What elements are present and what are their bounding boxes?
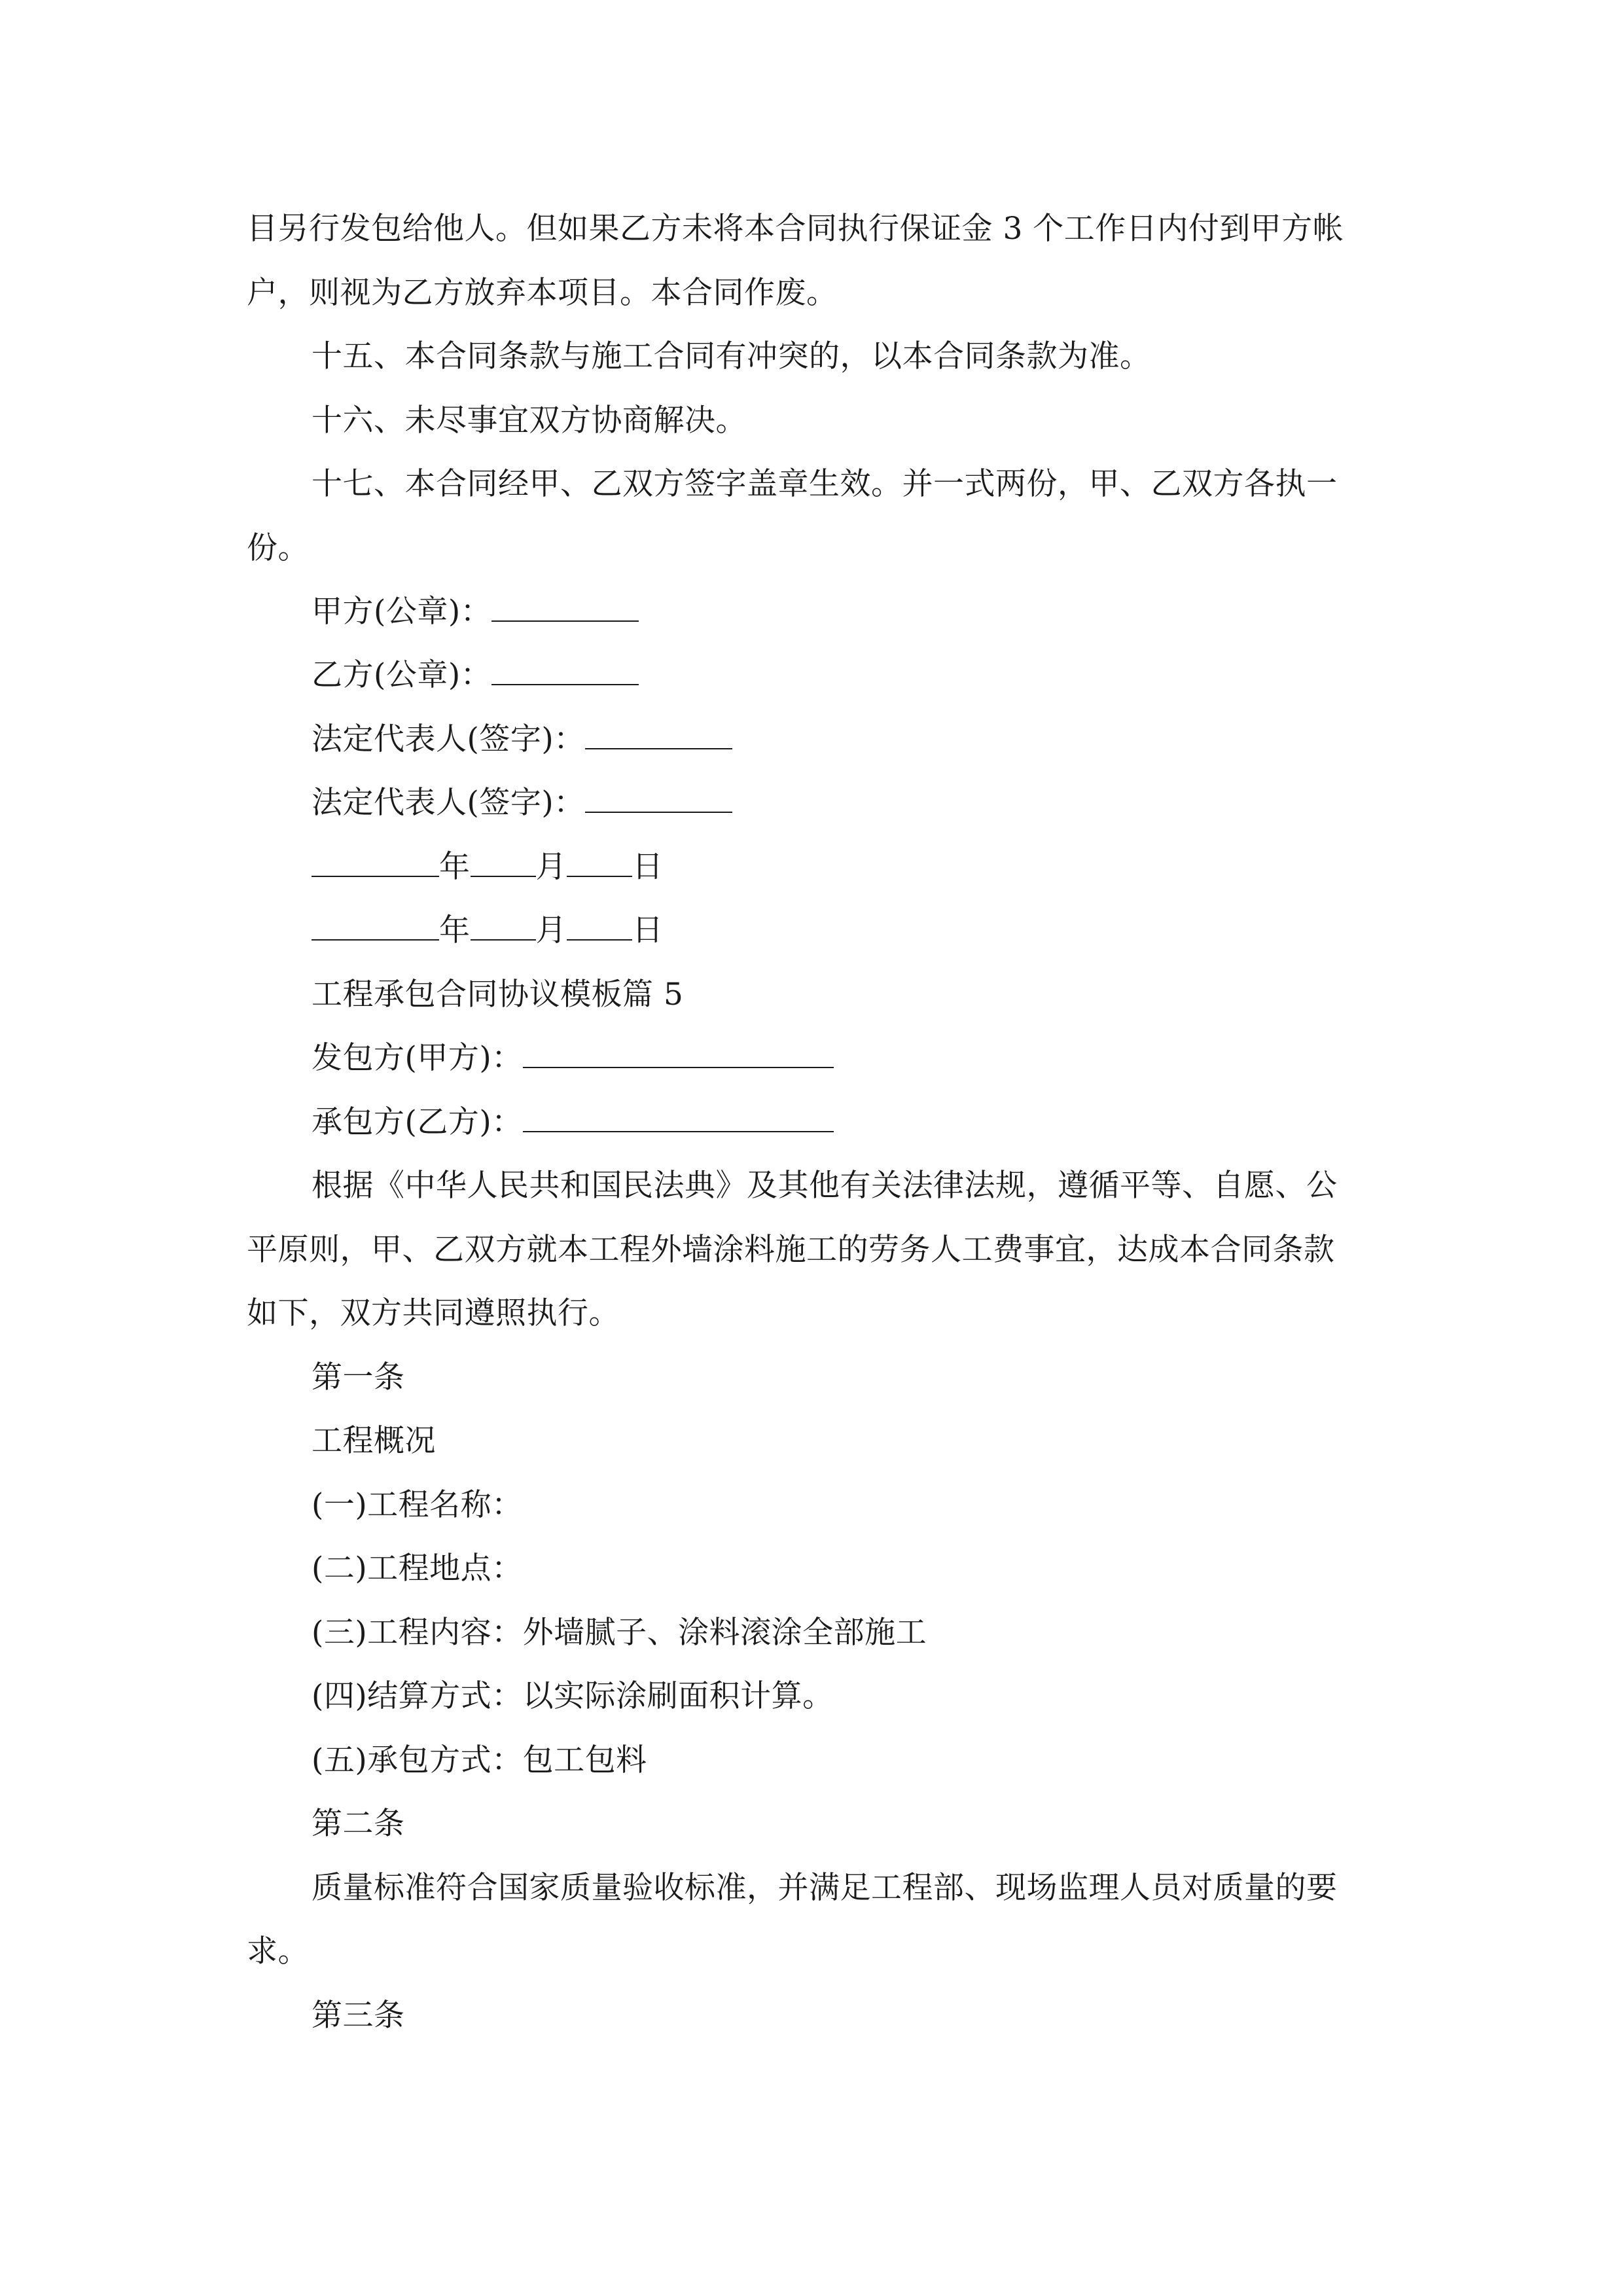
signature-legal-rep-2-blank	[585, 785, 732, 813]
date-month-label: 月	[535, 912, 567, 948]
employer-label: 发包方(甲方)：	[312, 1040, 523, 1076]
signature-party-a	[312, 592, 639, 632]
contractor-label: 承包方(乙方)：	[312, 1104, 523, 1140]
article-1-item-2: (二)工程地点：	[312, 1551, 523, 1587]
paragraph-14-line-2: 户，则视为乙方放弃本项目。本合同作废。	[247, 275, 838, 311]
clause-15: 十五、本合同条款与施工合同有冲突的，以本合同条款为准。	[312, 338, 1151, 374]
signature-legal-rep-1	[312, 720, 732, 759]
date-day-label: 日	[632, 912, 664, 948]
signature-party-a-label: 甲方(公章)：	[312, 594, 492, 630]
date-line-2	[312, 911, 664, 950]
date-day-label: 日	[632, 849, 664, 885]
contractor-blank	[523, 1105, 834, 1132]
section-title: 工程承包合同协议模板篇 5	[312, 977, 684, 1013]
signature-party-b-label: 乙方(公章)：	[312, 657, 492, 693]
paragraph-14-line-1: 目另行发包给他人。但如果乙方未将本合同执行保证金 3 个工作日内付到甲方帐	[247, 211, 1344, 247]
signature-legal-rep-2-label: 法定代表人(签字)：	[312, 785, 585, 821]
date-year-label: 年	[439, 912, 471, 948]
intro-line-3: 如下，双方共同遵照执行。	[247, 1295, 620, 1331]
clause-16: 十六、未尽事宜双方协商解决。	[312, 403, 747, 439]
clause-17-line-1: 十七、本合同经甲、乙双方签字盖章生效。并一式两份，甲、乙双方各执一	[312, 466, 1338, 502]
article-1-item-3: (三)工程内容：外墙腻子、涂料滚涂全部施工	[312, 1615, 927, 1651]
date-month-blank	[471, 913, 536, 941]
contractor-line	[312, 1103, 834, 1142]
date-month-blank	[471, 850, 536, 877]
date-year-blank	[312, 850, 439, 877]
article-2-title: 第二条	[312, 1806, 405, 1842]
signature-legal-rep-2	[312, 783, 732, 823]
employer-blank	[523, 1041, 834, 1068]
article-3-title: 第三条	[312, 1998, 405, 2034]
signature-legal-rep-1-blank	[585, 722, 732, 749]
date-line-1	[312, 848, 664, 887]
intro-line-1: 根据《中华人民共和国民法典》及其他有关法律法规，遵循平等、自愿、公	[312, 1168, 1338, 1204]
article-2-line-1: 质量标准符合国家质量验收标准，并满足工程部、现场监理人员对质量的要	[312, 1870, 1338, 1906]
date-month-label: 月	[535, 849, 567, 885]
employer-line	[312, 1039, 834, 1078]
date-year-label: 年	[439, 849, 471, 885]
date-year-blank	[312, 913, 439, 941]
date-day-blank	[567, 913, 632, 941]
article-1-item-4: (四)结算方式：以实际涂刷面积计算。	[312, 1678, 834, 1714]
clause-17-line-2: 份。	[247, 530, 309, 566]
article-1-title: 第一条	[312, 1359, 405, 1395]
article-1-heading: 工程概况	[312, 1423, 436, 1459]
article-2-line-2: 求。	[247, 1933, 309, 1969]
article-1-item-1: (一)工程名称：	[312, 1487, 523, 1523]
date-day-blank	[567, 850, 632, 877]
signature-legal-rep-1-label: 法定代表人(签字)：	[312, 721, 585, 757]
signature-party-b	[312, 656, 639, 695]
signature-party-b-blank	[491, 658, 639, 685]
signature-party-a-blank	[491, 594, 639, 622]
intro-line-2: 平原则，甲、乙双方就本工程外墙涂料施工的劳务人工费事宜，达成本合同条款	[247, 1232, 1335, 1268]
article-1-item-5: (五)承包方式：包工包料	[312, 1742, 647, 1778]
